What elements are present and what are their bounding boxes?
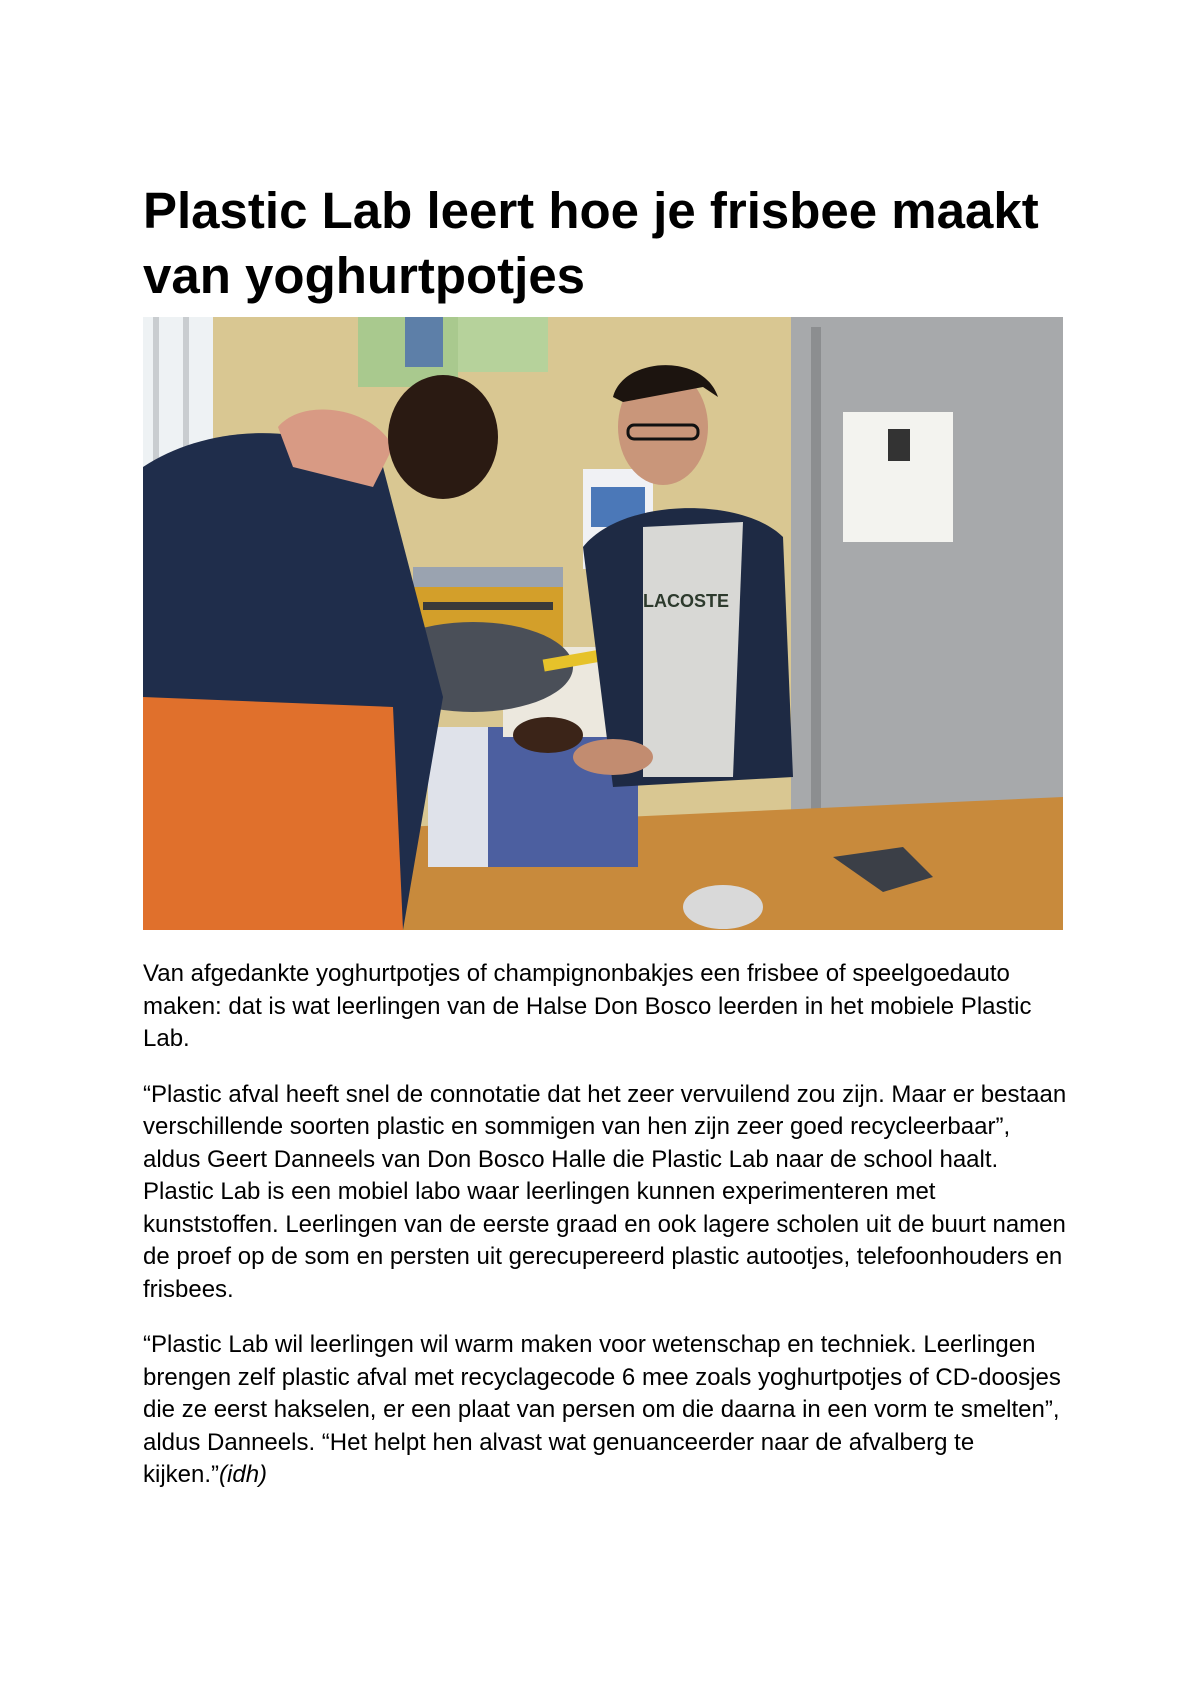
article-paragraph-1: Van afgedankte yoghurtpotjes of champignonbakjes een frisbee of speelgoedauto maken: dat is wat leerlingen van de Halse Don Bosco leerden in het mobiele Plastic Lab.: [143, 960, 1032, 1052]
shirt-logo-text: LACOSTE: [643, 591, 730, 611]
article-body: [143, 958, 1073, 1515]
article-paragraph-3: [143, 1329, 1073, 1492]
article-photo: [143, 317, 1063, 930]
article-paragraph-3-text: “Plastic Lab wil leerlingen wil warm maken voor wetenschap en techniek. Leerlingen brengen zelf plastic afval met recyclagecode 6 mee zoals yoghurtpotjes of CD-doosjes die ze eerst hakselen, er een plaat van persen om die daarna in een vorm te smelten”, aldus Danneels. “Het helpt hen alvast wat genuanceerder naar de afvalberg te kijken.”: [143, 1331, 1061, 1488]
author-credit: (idh): [219, 1461, 268, 1488]
article-title: Plastic Lab leert hoe je frisbee maakt van yoghurtpotjes: [143, 182, 1039, 304]
article-paragraph-2: “Plastic afval heeft snel de connotatie dat het zeer vervuilend zou zijn. Maar er bestaan verschillende soorten plastic en sommigen van hen zijn zeer goed recycleerbaar”, aldus Geert Danneels van Don Bosco Halle die Plastic Lab naar de school haalt. Plastic Lab is een mobiel labo waar leerlingen kunnen experimenteren met kunststoffen. Leerlingen van de eerste graad en ook lagere scholen uit de buurt namen de proef op de som en persten uit gerecupereerd plastic autootjes, telefoonhouders en frisbees.: [143, 1080, 1067, 1303]
